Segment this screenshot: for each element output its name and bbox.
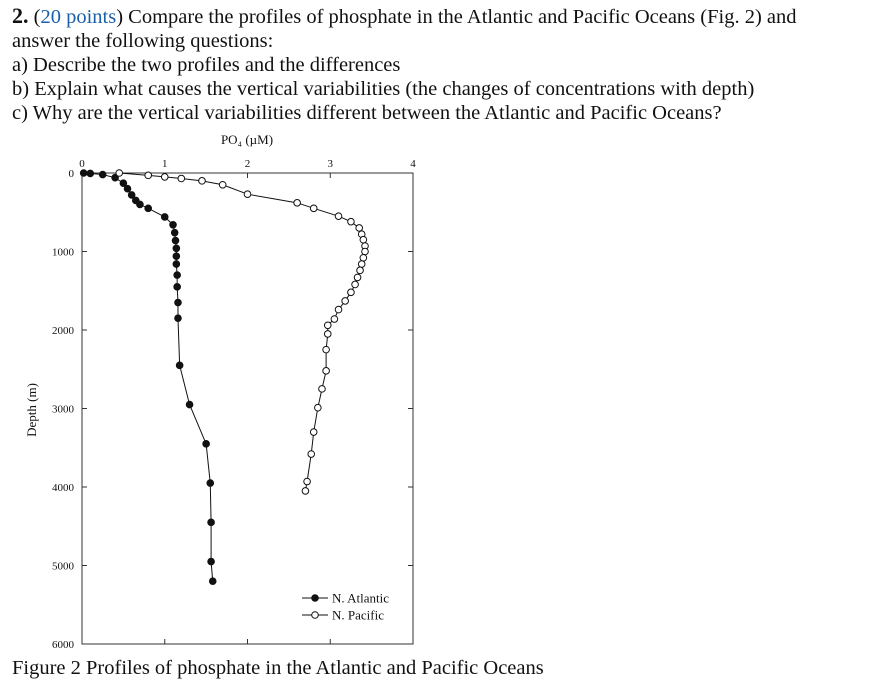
data-point (173, 261, 180, 268)
data-point (315, 404, 322, 411)
data-point (208, 558, 215, 565)
question-part-a: a) Describe the two profiles and the differences (12, 54, 401, 76)
data-point (174, 284, 181, 291)
data-point (244, 191, 251, 198)
data-point (161, 214, 168, 221)
x-tick-label: 0 (79, 158, 85, 170)
data-point (87, 170, 94, 177)
y-tick-label: 1000 (52, 246, 74, 259)
data-point (170, 222, 177, 229)
data-point (219, 181, 226, 188)
data-point (174, 272, 181, 279)
data-point (310, 429, 317, 436)
data-point (176, 362, 183, 369)
points-open: ( (33, 6, 41, 28)
y-tick-label: 5000 (52, 560, 74, 573)
data-point (360, 254, 367, 261)
question-line-2: answer the following questions: (12, 30, 274, 52)
legend-marker (312, 595, 319, 602)
data-point (175, 299, 182, 306)
points-label[interactable]: 20 points (40, 6, 117, 28)
data-point (308, 451, 315, 458)
data-point (80, 170, 87, 177)
question-text: Compare the profiles of phosphate in the Atlantic and Pacific Oceans (Fig. 2) and (123, 6, 797, 28)
data-point (360, 236, 367, 243)
y-tick-label: 0 (68, 168, 74, 180)
x-tick-label: 4 (410, 158, 416, 170)
y-tick-label: 4000 (52, 482, 74, 494)
data-point (357, 267, 364, 274)
data-point (173, 253, 180, 260)
data-point (335, 213, 342, 220)
data-point (199, 178, 206, 185)
legend-label: N. Atlantic (332, 590, 390, 606)
data-point (294, 200, 301, 207)
series-line (84, 173, 213, 581)
data-point (331, 316, 338, 323)
data-point (335, 306, 342, 313)
data-point (324, 322, 331, 329)
data-point (209, 578, 216, 585)
chart-legend (302, 591, 389, 623)
data-point (362, 248, 369, 255)
data-point (124, 185, 131, 192)
data-point (354, 274, 361, 281)
data-point (99, 171, 106, 178)
question-part-c: c) Why are the vertical variabilities different between the Atlantic and Pacific Oceans? (12, 102, 722, 124)
x-tick-label: 2 (244, 158, 251, 170)
data-point (173, 245, 180, 252)
data-point (323, 368, 330, 375)
data-point (319, 386, 326, 393)
data-point (208, 519, 215, 526)
data-point (310, 205, 317, 212)
points-close: ) (116, 6, 124, 28)
data-point (178, 175, 185, 182)
data-point (348, 218, 355, 225)
data-point (348, 289, 355, 296)
data-point (207, 480, 214, 487)
data-point (116, 170, 123, 177)
data-point (352, 281, 359, 288)
x-tick-label: 3 (327, 158, 333, 170)
y-tick-label: 6000 (52, 639, 74, 651)
data-point (186, 401, 193, 408)
x-axis-label: PO₄ (µM) (220, 132, 274, 147)
data-point (323, 346, 330, 353)
data-point (145, 205, 152, 212)
data-point (342, 298, 349, 305)
data-point (356, 225, 363, 232)
data-point (304, 478, 311, 485)
data-point (358, 261, 365, 268)
data-point (175, 315, 182, 322)
data-point (324, 331, 331, 338)
x-tick-label: 1 (162, 158, 168, 170)
series-n-pacific (116, 170, 368, 495)
y-tick-label: 2000 (52, 325, 74, 337)
question-part-b: b) Explain what causes the vertical variabilities (the changes of concentrations with depth) (12, 78, 755, 100)
y-axis-label: Depth (m) (24, 383, 39, 437)
data-point (137, 201, 144, 208)
data-point (171, 229, 178, 236)
question-number: 2. (12, 3, 29, 28)
series-n-atlantic (80, 170, 216, 585)
chart-series (80, 170, 368, 585)
data-point (161, 174, 168, 181)
legend-label: N. Pacific (332, 607, 384, 623)
y-tick-label: 3000 (52, 403, 74, 416)
data-point (145, 172, 152, 179)
figure-caption: Figure 2 Profiles of phosphate in the Atlantic and Pacific Oceans (12, 657, 544, 679)
data-point (172, 237, 179, 244)
data-point (302, 488, 309, 495)
legend-marker (312, 612, 319, 619)
data-point (203, 441, 210, 448)
